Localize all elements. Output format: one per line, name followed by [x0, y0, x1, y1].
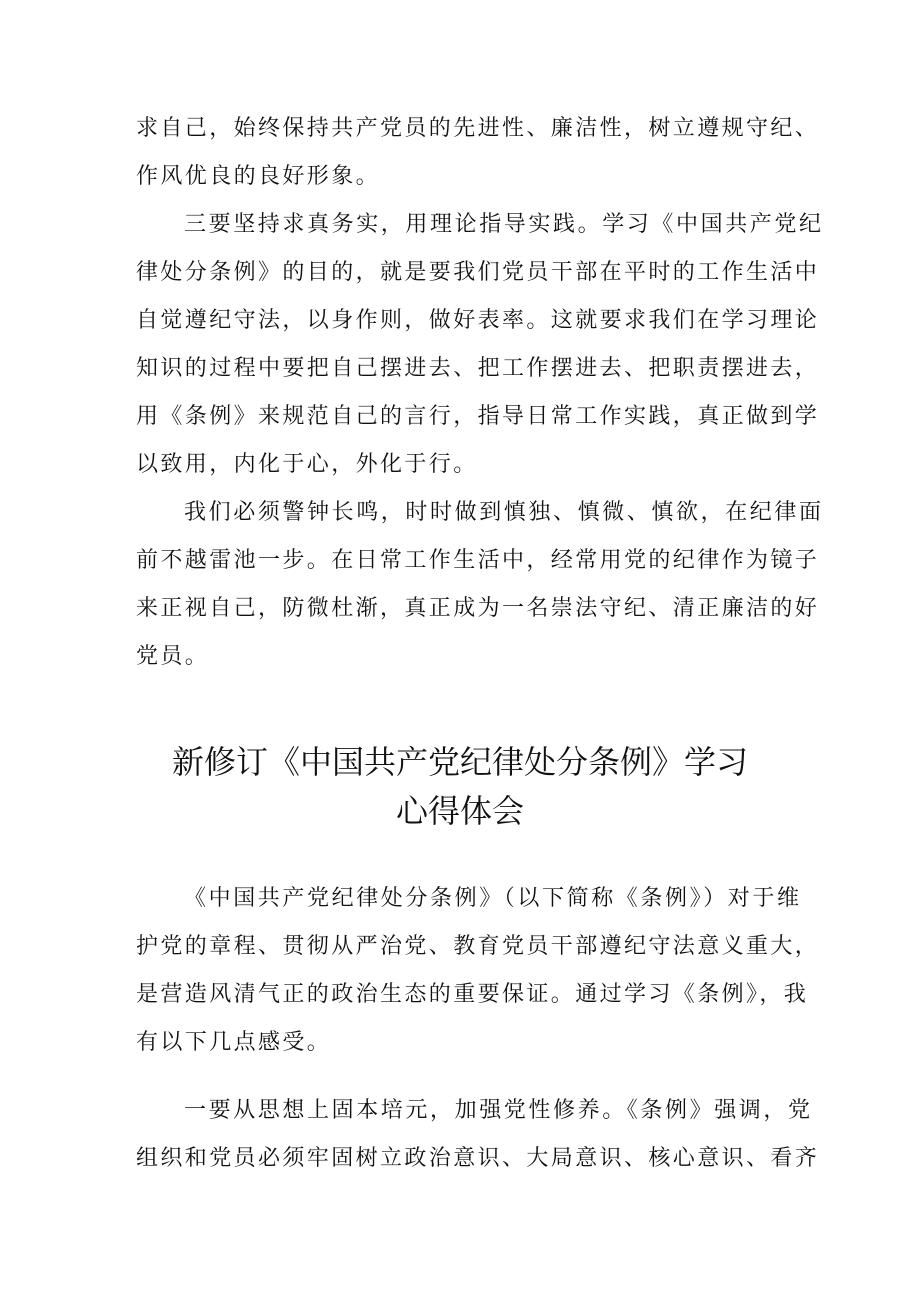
text-line: 是营造风清气正的政治生态的重要保证。通过学习《条例》，我: [136, 982, 809, 1007]
text-line: 组织和党员必须牢固树立政治意识、大局意识、核心意识、看齐: [136, 1146, 820, 1171]
title-line: 新修订《中国共产党纪律处分条例》学习: [171, 743, 748, 781]
text-line: 作风优良的良好形象。: [136, 164, 381, 189]
text-line: 律处分条例》的目的，就是要我们党员干部在平时的工作生活中: [136, 260, 820, 285]
text-line: 以致用，内化于心，外化于行。: [136, 452, 478, 477]
text-line: 自觉遵纪守法，以身作则，做好表率。这就要求我们在学习理论: [136, 308, 820, 333]
text-line: 我们必须警钟长鸣，时时做到慎独、慎微、慎欲，在纪律面: [184, 500, 824, 525]
title-line: 心得体会: [395, 792, 524, 830]
text-line: 来正视自己，防微杜渐，真正成为一名崇法守纪、清正廉洁的好: [136, 596, 820, 621]
text-line: 有以下几点感受。: [136, 1030, 332, 1055]
text-line: 前不越雷池一步。在日常工作生活中，经常用党的纪律作为镜子: [136, 548, 820, 573]
text-line: 护党的章程、贯彻从严治党、教育党员干部遵纪守法意义重大，: [136, 934, 820, 959]
text-line: 《中国共产党纪律处分条例》（以下简称《条例》）对于维: [184, 886, 802, 911]
text-line: 知识的过程中要把自己摆进去、把工作摆进去、把职责摆进去，: [136, 356, 820, 381]
text-line: 求自己，始终保持共产党员的先进性、廉洁性，树立遵规守纪、: [136, 116, 820, 141]
text-line: 一要从思想上固本培元，加强党性修养。《条例》强调，党: [184, 1098, 813, 1123]
text-line: 三要坚持求真务实，用理论指导实践。学习《中国共产党纪: [184, 212, 824, 237]
text-line: 党员。: [136, 644, 210, 669]
text-line: 用《条例》来规范自己的言行，指导日常工作实践，真正做到学: [136, 404, 820, 429]
